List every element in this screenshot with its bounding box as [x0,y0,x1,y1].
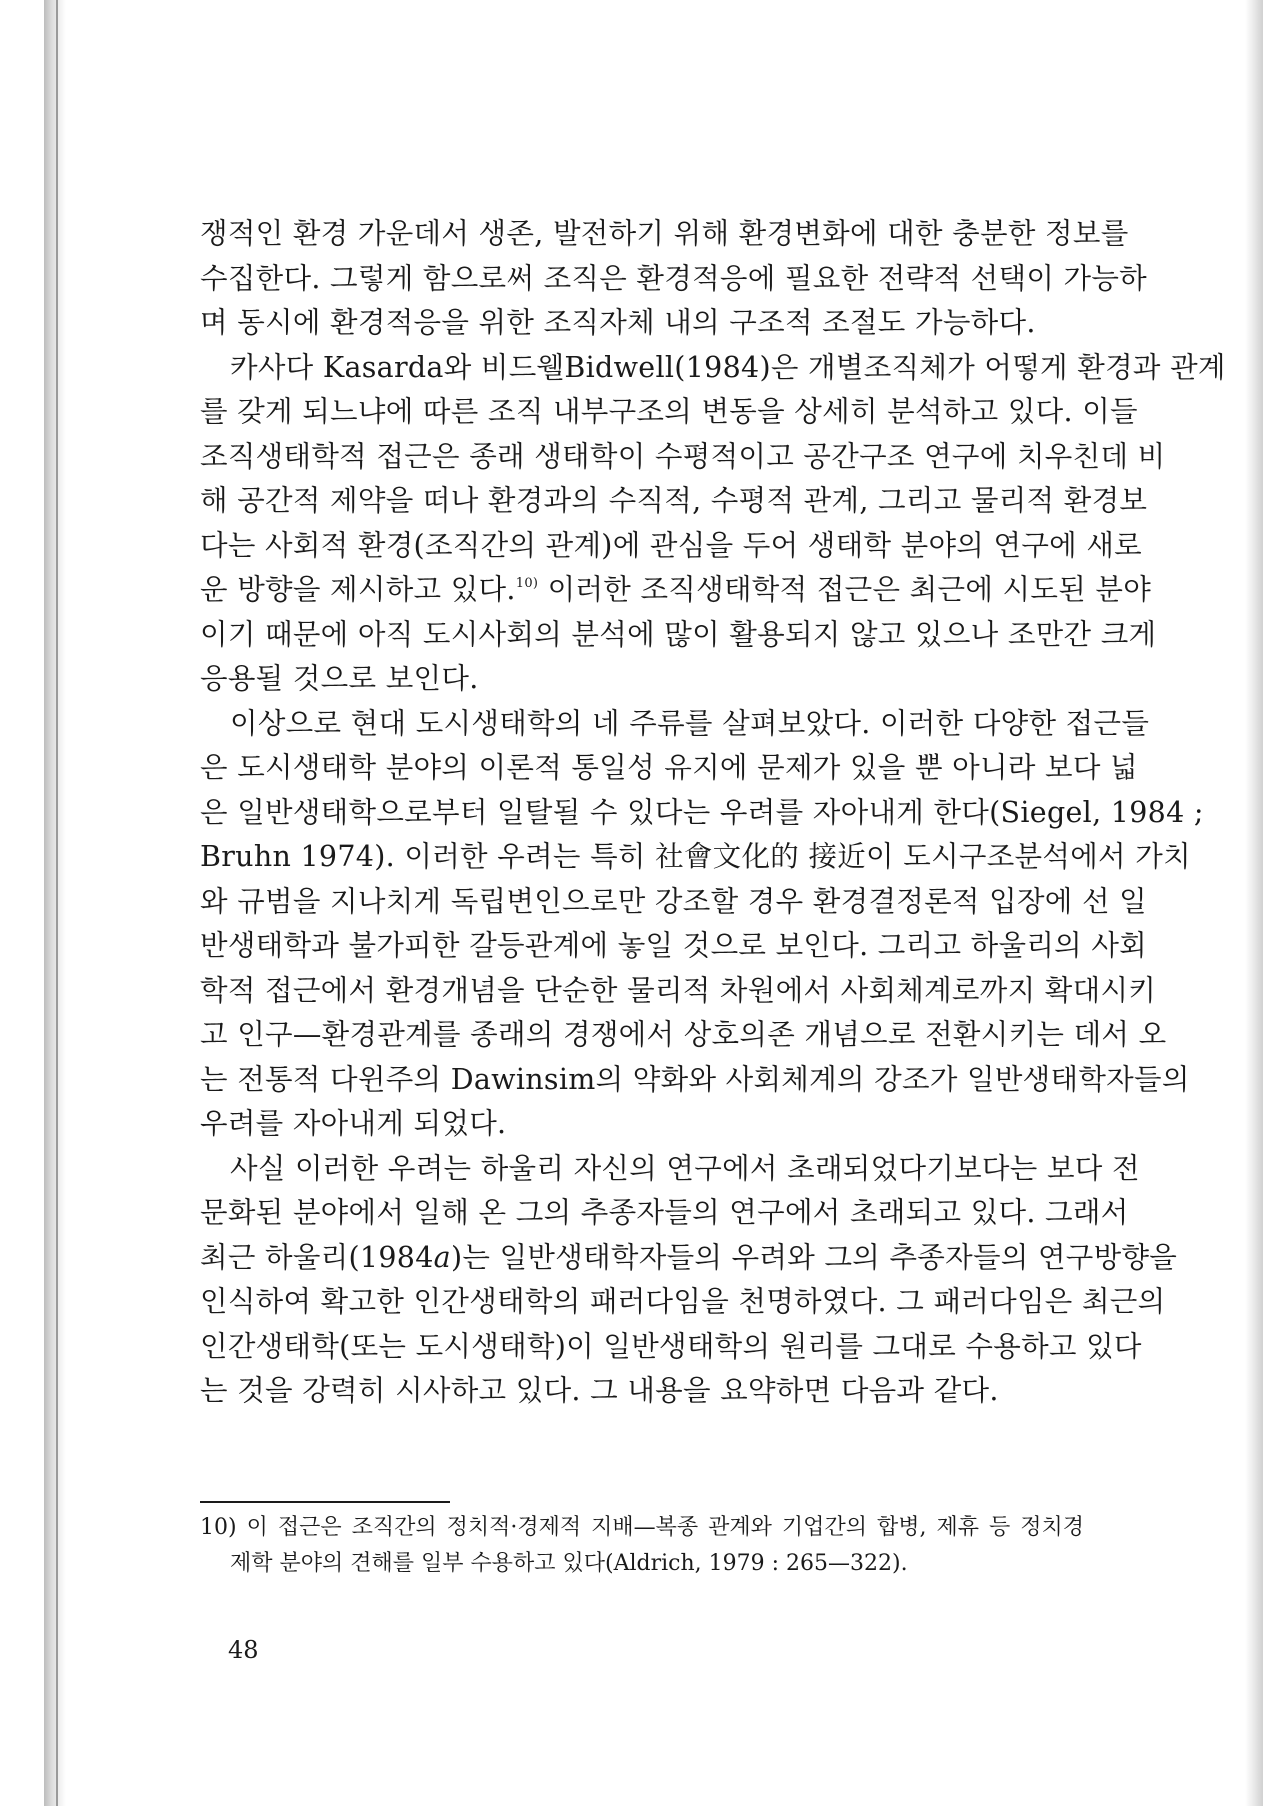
footnote-line: 10) 이 접근은 조직간의 정치적·경제적 지배—복종 관계와 기업간의 합병, 제휴 등 정치경 [200,1515,1084,1540]
text-segment: 최근 하울리(1984 [200,1240,434,1274]
text-line: 이상으로 현대 도시생태학의 네 주류를 살펴보았다. 이러한 다양한 접근들 [230,706,1150,740]
text-line: 이기 때문에 아직 도시사회의 분석에 많이 활용되지 않고 있으나 조만간 크게 [200,617,1157,651]
text-line: 은 도시생태학 분야의 이론적 통일성 유지에 문제가 있을 뿐 아니라 보다 넓 [200,751,1138,784]
text-line: 며 동시에 환경적응을 위한 조직자체 내의 구조적 조절도 가능하다. [200,306,1036,339]
text-line: 조직생태학적 접근은 종래 생태학이 수평적이고 공간구조 연구에 치우친데 비 [200,439,1166,473]
text-line: 고 인구—환경관계를 종래의 경쟁에서 상호의존 개념으로 전환시키는 데서 오 [200,1018,1167,1051]
page-edge-shadow-left [44,0,66,1806]
text-line: 반생태학과 불가피한 갈등관계에 놓일 것으로 보인다. 그리고 하울리의 사회 [200,929,1147,962]
text-segment: )는 일반생태학자들의 우려와 그의 추종자들의 연구방향을 [450,1240,1178,1274]
footnote-line: 제학 분야의 견해를 일부 수용하고 있다(Aldrich, 1979 : 265—322). [230,1551,908,1576]
text-line: 는 전통적 다윈주의 Dawinsim의 약화와 사회체계의 강조가 일반생태학자들의 [200,1062,1190,1096]
text-line: Bruhn 1974). 이러한 우려는 특히 社會文化的 接近이 도시구조분석에서 가치 [200,840,1191,873]
text-line: 우려를 자아내게 되었다. [200,1107,507,1140]
body-text [200,212,1226,1414]
text-line: 인간생태학(또는 도시생태학)이 일반생태학의 원리를 그대로 수용하고 있다 [200,1329,1142,1363]
text-line [200,1236,1178,1281]
text-line: 사실 이러한 우려는 하울리 자신의 연구에서 초래되었다기보다는 보다 전 [230,1151,1140,1185]
page-edge-shadow-right [1245,0,1263,1806]
text-line: 는 것을 강력히 시사하고 있다. 그 내용을 요약하면 다음과 같다. [200,1374,999,1407]
footnote-reference: 10) [515,575,539,591]
page-number: 48 [228,1636,259,1664]
footnote-divider [200,1501,450,1503]
text-line: 응용될 것으로 보인다. [200,662,479,695]
text-line: 카사다 Kasarda와 비드웰Bidwell(1984)은 개별조직체가 어떻게 환경과 관계 [230,350,1226,384]
text-line: 와 규범을 지나치게 독립변인으로만 강조할 경우 환경결정론적 입장에 선 일 [200,884,1147,918]
text-line [200,568,1152,613]
text-line: 문화된 분야에서 일해 온 그의 추종자들의 연구에서 초래되고 있다. 그래서 [200,1196,1129,1229]
text-line: 학적 접근에서 환경개념을 단순한 물리적 차원에서 사회체계로까지 확대시키 [200,973,1157,1007]
text-line: 다는 사회적 환경(조직간의 관계)에 관심을 두어 생태학 분야의 연구에 새로 [200,528,1143,562]
text-line: 수집한다. 그렇게 함으로써 조직은 환경적응에 필요한 전략적 선택이 가능하 [200,261,1147,295]
text-line: 인식하여 확고한 인간생태학의 패러다임을 천명하였다. 그 패러다임은 최근의 [200,1285,1166,1318]
text-line: 를 갖게 되느냐에 따른 조직 내부구조의 변동을 상세히 분석하고 있다. 이들 [200,395,1138,428]
text-segment-italic: a [433,1240,451,1274]
text-line: 쟁적인 환경 가운데서 생존, 발전하기 위해 환경변화에 대한 충분한 정보를 [200,217,1129,250]
text-line: 해 공간적 제약을 떠나 환경과의 수직적, 수평적 관계, 그리고 물리적 환경보 [200,484,1148,517]
text-line: 은 일반생태학으로부터 일탈될 수 있다는 우려를 자아내게 한다(Siegel, 1984 ; [200,795,1204,829]
text-segment: 이러한 조직생태학적 접근은 최근에 시도된 분야 [538,573,1152,606]
text-segment: 운 방향을 제시하고 있다. [200,573,516,606]
footnote [200,1510,1084,1582]
page-edge-line-left [56,0,58,1806]
